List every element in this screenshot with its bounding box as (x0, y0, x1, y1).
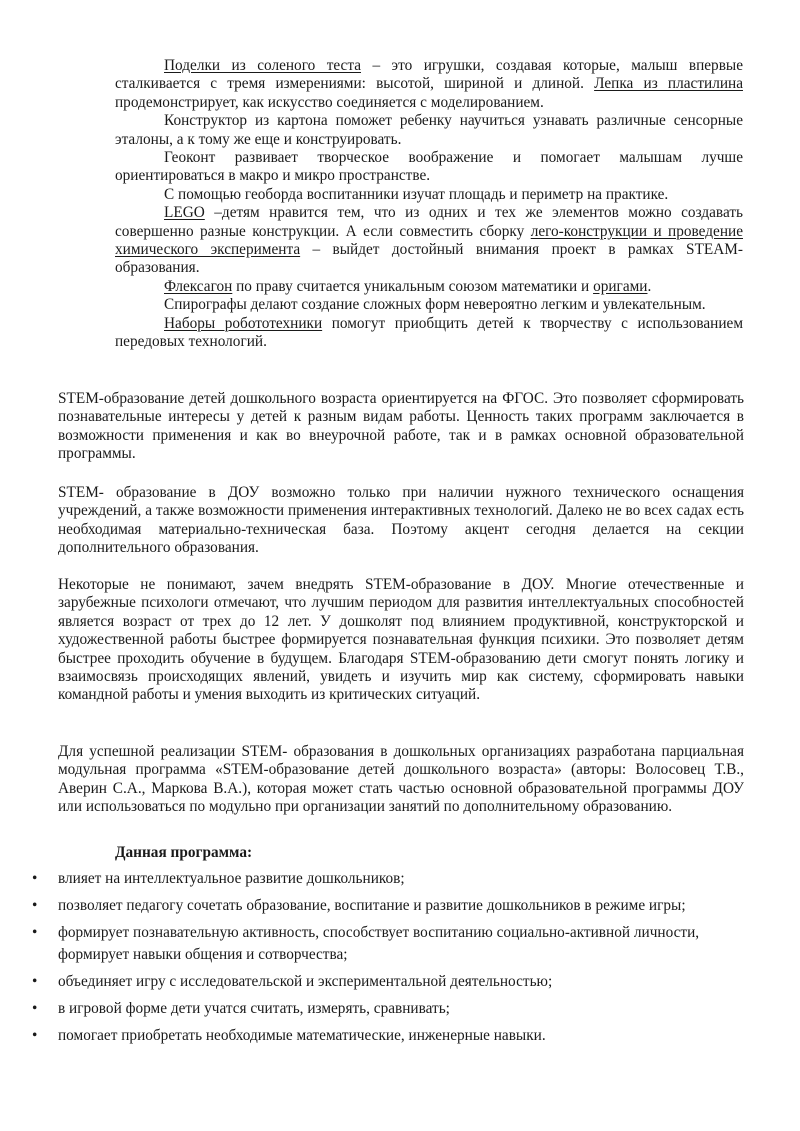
paragraph-robotics: Наборы робототехники помогут приобщить детей к творчеству с использованием передовых технологий. (115, 314, 743, 351)
bullet-icon: • (32, 972, 38, 990)
link-flexagon[interactable]: Флексагон (164, 277, 233, 295)
body-paragraph-psychology: Некоторые не понимают, зачем внедрять STEM-образование в ДОУ. Многие отечественные и зарубежные психологи отмечают, что лучшим периодом для развития интеллектуальных способностей является возраст от трех до 12 лет. У дошколят под влиянием продуктивной, конструкторской и художественной работы быстрее формируется познавательная функция психики. Это позволяет детям быстрее проходить обучение в будущем. Благодаря STEM-образованию дети смогут понять логику и взаимосвязь происходящих явлений, увидеть и изучить мир как систему, сформировать навыки командной работы и умения выходить из критических ситуаций. (58, 576, 744, 704)
link-robotics[interactable]: Наборы робототехники (164, 314, 323, 332)
bullet-icon: • (32, 870, 38, 887)
list-item: • объединяет игру с исследовательской и экспериментальной деятельностью; (0, 971, 745, 993)
paragraph-flexagon: Флексагон по праву считается уникальным союзом математики и оригами. (164, 277, 652, 295)
link-lego[interactable]: LEGO (164, 204, 205, 222)
list-item: • помогает приобретать необходимые математические, инженерные навыки. (0, 1025, 745, 1047)
program-heading: Данная программа: (115, 844, 253, 861)
link-lego-chemistry[interactable]: лего-конструкции и проведение химического эксперимента (115, 222, 743, 259)
paragraph-geocont: Геоконт развивает творческое воображение и помогает малышам лучше ориентироваться в макро и микро пространстве. (115, 149, 743, 185)
bullet-icon: • (32, 924, 38, 941)
link-origami[interactable]: оригами (593, 277, 648, 295)
body-paragraph-dou-equipment: STEM- образование в ДОУ возможно только при наличии нужного технического оснащения учреждений, а также возможности применения интерактивных технологий. Далеко не во всех садах есть необходимая материально-техническая база. Поэтому акцент сегодня делается на секции дополнительного образования. (58, 484, 744, 557)
bullet-icon: • (32, 1026, 38, 1044)
paragraph-lego: LEGO –детям нравится тем, что из одних и тех же элементов можно создавать совершенно разные конструкции. А если совместить сборку лего-конструкции и проведение химического эксперимента – выйдет достойный внимания проект в рамках STEAM-образования. (115, 204, 743, 277)
paragraph-geoboard: С помощью геоборда воспитанники изучат площадь и периметр на практике. (164, 185, 669, 203)
list-item: • позволяет педагогу сочетать образование, воспитание и развитие дошкольников в режиме игры; (0, 895, 745, 917)
paragraph-salt-dough: Поделки из соленого теста – это игрушки, создавая которые, малыш впервые сталкивается с тремя измерениями: высотой, шириной и длиной. Лепка из пластилина продемонстрирует, как искусство соединяется с моделированием. (115, 57, 743, 111)
paragraph-spirograph: Спирографы делают создание сложных форм невероятно легким и увлекательным. (164, 296, 706, 314)
top-section (115, 57, 743, 352)
list-item: • влияет на интеллектуальное развитие дошкольников; (0, 868, 745, 890)
link-salt-dough[interactable]: Поделки из соленого теста (164, 57, 361, 74)
program-bullet-list (0, 868, 745, 1052)
body-paragraph-fgos: STEM-образование детей дошкольного возраста ориентируется на ФГОС. Это позволяет сформировать познавательные интересы у детей к разным видам работы. Ценность таких программ заключается в возможности применения и как во внеурочной работе, так и в рамках основной образовательной программы. (58, 390, 744, 463)
list-item: • в игровой форме дети учатся считать, измерять, сравнивать; (0, 998, 745, 1020)
link-plasticine[interactable]: Лепка из пластилина (594, 75, 743, 93)
bullet-icon: • (32, 999, 38, 1017)
bullet-icon: • (32, 897, 38, 914)
paragraph-cardboard: Конструктор из картона поможет ребенку научиться узнавать различные сенсорные эталоны, а к тому же еще и конструировать. (115, 112, 743, 148)
list-item: • формирует познавательную активность, способствует воспитанию социально-активной личности, формирует навыки общения и сотворчества; (32, 924, 700, 963)
body-paragraph-program: Для успешной реализации STEM- образования в дошкольных организациях разработана парциальная модульная программа «STEM-образование детей дошкольного возраста» (авторы: Волосовец Т.В., Аверин С.А., Маркова В.А.), которая может стать частью основной образовательной программы ДОУ или использоваться по модульно при организации занятий по дополнительному образованию. (58, 743, 744, 816)
